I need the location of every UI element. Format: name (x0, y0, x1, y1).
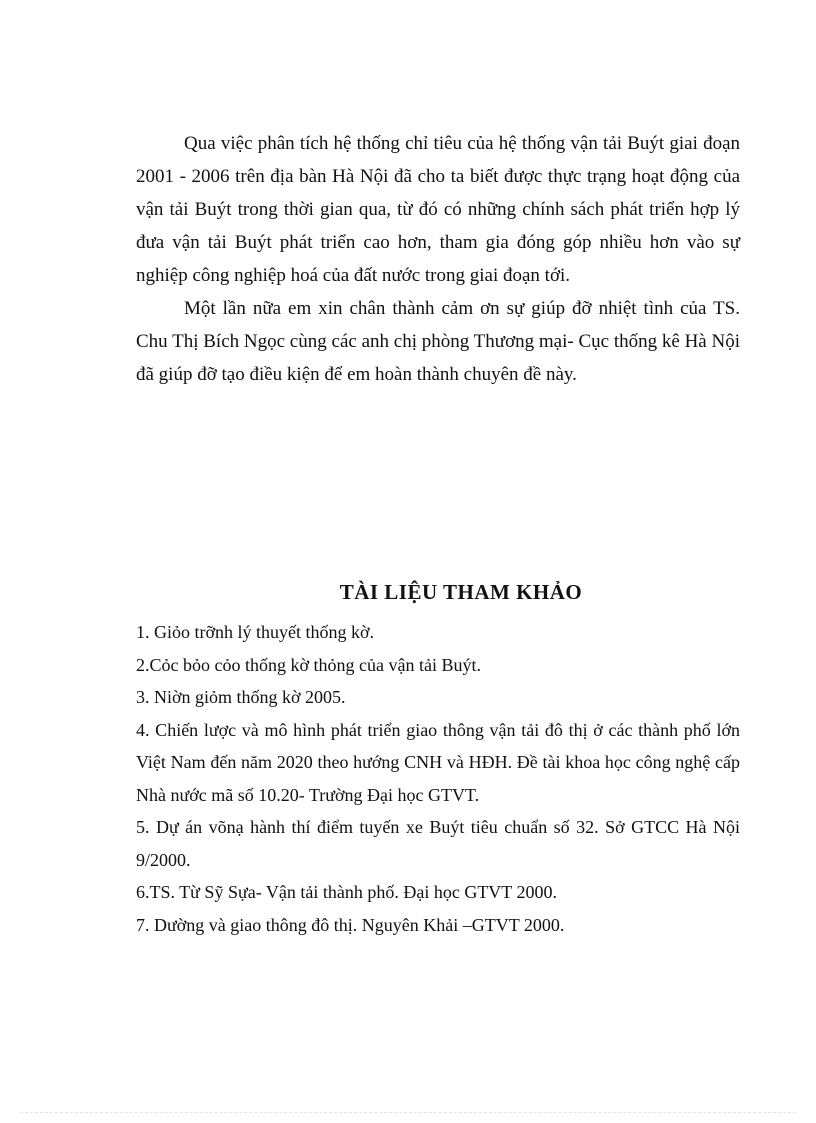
conclusion-section (136, 127, 740, 391)
reference-item: 3. Niờn giỏm thống kờ 2005. (136, 687, 346, 707)
acknowledgement-paragraph: Một lần nữa em xin chân thành cảm ơn sự giúp đỡ nhiệt tình của TS. Chu Thị Bích Ngọc cùng các anh chị phòng Thương mại- Cục thống kê Hà Nội đã giúp đỡ tạo điều kiện để em hoàn thành chuyên đề này. (136, 298, 740, 385)
reference-item: 5. Dự án võnạ hành thí điểm tuyến xe Buýt tiêu chuẩn số 32. Sở GTCC Hà Nội 9/2000. (136, 817, 740, 870)
reference-item: 6.TS. Từ Sỹ Sựa- Vận tải thành phố. Đại học GTVT 2000. (136, 882, 557, 902)
conclusion-paragraph: Qua việc phân tích hệ thống chỉ tiêu của hệ thống vận tải Buýt giai đoạn 2001 - 2006 trên địa bàn Hà Nội đã cho ta biết được thực trạng hoạt động của vận tải Buýt trong thời gian qua, từ đó có những chính sách phát triển hợp lý đưa vận tải Buýt phát triển cao hơn, tham gia đóng góp nhiều hơn vào sự nghiệp công nghiệp hoá của đất nước trong giai đoạn tới. (136, 133, 740, 286)
reference-item: 7. Dường và giao thông đô thị. Nguyên Khải –GTVT 2000. (136, 914, 565, 935)
reference-item: 4. Chiến lược và mô hình phát triển giao thông vận tải đô thị ở các thành phố lớn Việt Nam đến năm 2020 theo hướng CNH và HĐH. Đề tài khoa học công nghệ cấp Nhà nước mã số 10.20- Trường Đại học GTVT. (136, 719, 740, 805)
references-list (136, 616, 740, 941)
reference-item: 2.Cỏc bỏo cỏo thống kờ thỏng của vận tải Buýt. (136, 654, 481, 675)
reference-item: 1. Giỏo trỡnh lý thuyết thống kờ. (136, 622, 375, 642)
page-bottom-divider (20, 1112, 796, 1113)
references-title: TÀI LIỆU THAM KHẢO (339, 580, 583, 604)
